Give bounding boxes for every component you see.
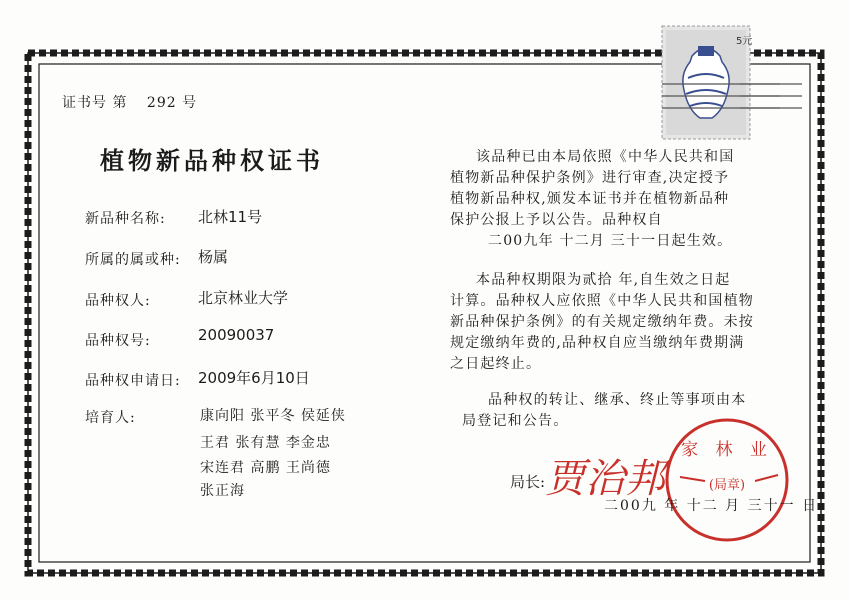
field-label-application-date: 品种权申请日: [85, 373, 181, 389]
breeders-label: 培育人: [85, 410, 136, 426]
field-label-genus-species: 所属的属或种: [85, 252, 181, 268]
certificate-number-line [62, 92, 197, 112]
paragraph-1-line-1: 该品种已由本局依照《中华人民共和国 [476, 149, 735, 165]
paragraph-2-line-3: 新品种保护条例》的有关规定缴纳年费。未按 [450, 314, 754, 330]
field-value-variety-name: 北林11号 [198, 208, 263, 226]
certificate-title: 植物新品种权证书 [100, 146, 324, 175]
field-value-genus-species: 杨属 [198, 248, 229, 266]
field-label-right-holder: 品种权人: [85, 293, 151, 309]
director-label: 局长: [510, 473, 546, 491]
paragraph-1-line-2: 植物新品种保护条例》进行审查,决定授予 [450, 170, 730, 186]
paragraph-3-line-2: 局登记和公告。 [462, 413, 569, 429]
paragraph-2-line-2: 计算。品种权人应依照《中华人民共和国植物 [450, 293, 754, 309]
certificate-number-prefix: 证书号 第 [62, 95, 128, 111]
field-value-application-date: 2009年6月10日 [198, 369, 310, 387]
paragraph-1-line-4: 保护公报上予以公告。品种权自 [450, 212, 663, 228]
field-value-right-holder: 北京林业大学 [198, 289, 289, 307]
postmark-lines-extension [740, 75, 780, 115]
paragraph-2-line-5: 之日起终止。 [450, 356, 542, 372]
issue-date: 二00九 年 十二 月 三十一 日 [604, 498, 819, 514]
paragraph-2-line-4: 规定缴纳年费的,品种权自应当缴纳年费期满 [450, 335, 745, 351]
breeders-line-2: 王君 张有慧 李金忠 [200, 435, 331, 451]
official-seal [660, 415, 794, 545]
breeders-line-3: 宋连君 高鹏 王尚德 [200, 460, 331, 476]
field-label-variety-name: 新品种名称: [85, 211, 166, 227]
paragraph-1-line-5: 二00九年 十二月 三十一日起生效。 [488, 233, 733, 249]
seal-mark-right [755, 475, 778, 481]
paragraph-1-line-3: 植物新品种权,颁发本证书并在植物新品种 [450, 191, 730, 207]
certificate-number: 292 [146, 95, 177, 111]
seal-mark-left [680, 477, 705, 481]
postage-stamp [662, 26, 753, 139]
breeders-line-4: 张正海 [200, 483, 245, 499]
signature-text: 贾治邦 [545, 456, 665, 502]
seal-center-text: (局章) [708, 478, 746, 493]
field-label-right-number: 品种权号: [85, 333, 151, 349]
vase-lid-icon [698, 46, 714, 56]
paragraph-3-line-1: 品种权的转让、继承、终止等事项由本 [488, 392, 747, 408]
paragraph-2-line-1: 本品种权期限为贰拾 年,自生效之日起 [476, 272, 731, 288]
field-value-right-number: 20090037 [198, 326, 275, 344]
certificate-number-suffix: 号 [182, 95, 198, 111]
stamp-denomination: 5元 [736, 36, 753, 47]
seal-top-text: 家 林 业 [681, 440, 773, 460]
breeders-line-1: 康向阳 张平冬 侯延侠 [200, 408, 346, 424]
